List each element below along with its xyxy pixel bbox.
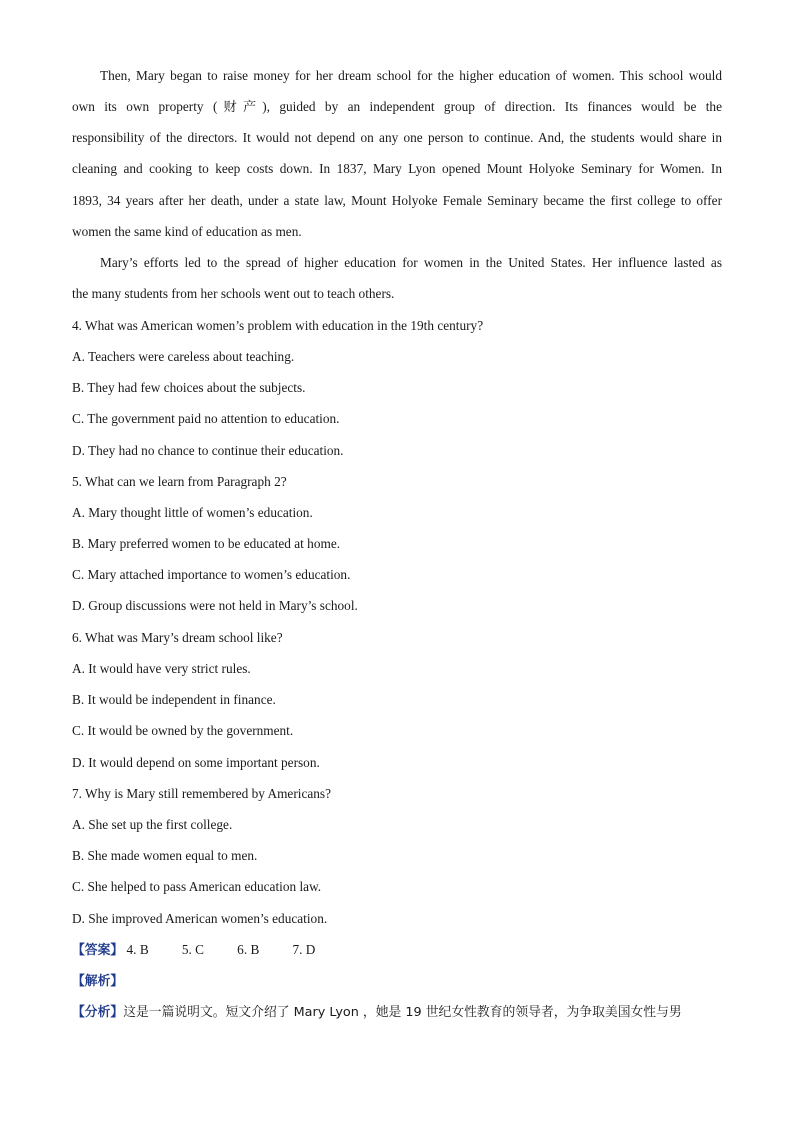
question-option: B. Mary preferred women to be educated at home.	[72, 536, 341, 551]
answer-label: 【答案】	[72, 943, 124, 958]
summary-line	[72, 1003, 722, 1022]
answer-item: 4. B	[126, 942, 149, 957]
question-option: C. Mary attached importance to women’s education.	[72, 567, 351, 582]
question-option: D. It would depend on some important person.	[72, 755, 320, 770]
answer-item: 6. B	[237, 942, 260, 957]
question-stem: 5. What can we learn from Paragraph 2?	[72, 474, 287, 489]
question-option: A. She set up the first college.	[72, 817, 233, 832]
question-stem: 7. Why is Mary still remembered by Americans?	[72, 786, 331, 801]
question-option: A. It would have very strict rules.	[72, 661, 251, 676]
question-option: A. Teachers were careless about teaching.	[72, 349, 295, 364]
passage-line: responsibility of the directors. It would not depend on any one person to continue. And, the students would share in	[72, 130, 722, 145]
passage-line: 1893, 34 years after her death, under a state law, Mount Holyoke Female Seminary became the first college to offer	[72, 193, 722, 208]
answer-item: 7. D	[292, 942, 316, 957]
question-option: D. She improved American women’s education.	[72, 911, 328, 926]
question-option: D. They had no chance to continue their education.	[72, 443, 344, 458]
question-option: A. Mary thought little of women’s education.	[72, 505, 313, 520]
passage-line: women the same kind of education as men.	[72, 224, 302, 239]
question-stem: 6. What was Mary’s dream school like?	[72, 630, 283, 645]
answer-key	[72, 941, 722, 960]
question-option: B. She made women equal to men.	[72, 848, 258, 863]
question-option: D. Group discussions were not held in Mary’s school.	[72, 598, 358, 613]
question-option: C. She helped to pass American education law.	[72, 879, 322, 894]
summary-text: 这是一篇说明文。短文介绍了 Mary Lyon ，她是 19 世纪女性教育的领导者，为争取美国女性与男	[123, 1005, 682, 1020]
analysis-label: 【解析】	[72, 974, 124, 989]
passage-line: cleaning and cooking to keep costs down. In 1837, Mary Lyon opened Mount Holyoke Seminary for Women. In	[72, 161, 722, 176]
question-stem: 4. What was American women’s problem with education in the 19th century?	[72, 318, 484, 333]
answer-item: 5. C	[181, 942, 205, 957]
question-option: B. It would be independent in finance.	[72, 692, 276, 707]
summary-label: 【分析】	[72, 1005, 124, 1020]
analysis-heading	[72, 972, 722, 991]
passage-line: Then, Mary began to raise money for her dream school for the higher education of women. This school would	[100, 68, 722, 83]
passage-line: Mary’s efforts led to the spread of higher education for women in the United States. Her influence lasted as	[100, 255, 722, 270]
passage-line: own its own property (财产), guided by an independent group of direction. Its finances would be the	[72, 99, 722, 114]
question-option: C. The government paid no attention to education.	[72, 411, 340, 426]
question-option: C. It would be owned by the government.	[72, 723, 294, 738]
question-option: B. They had few choices about the subjects.	[72, 380, 306, 395]
passage-line: the many students from her schools went out to teach others.	[72, 286, 395, 301]
